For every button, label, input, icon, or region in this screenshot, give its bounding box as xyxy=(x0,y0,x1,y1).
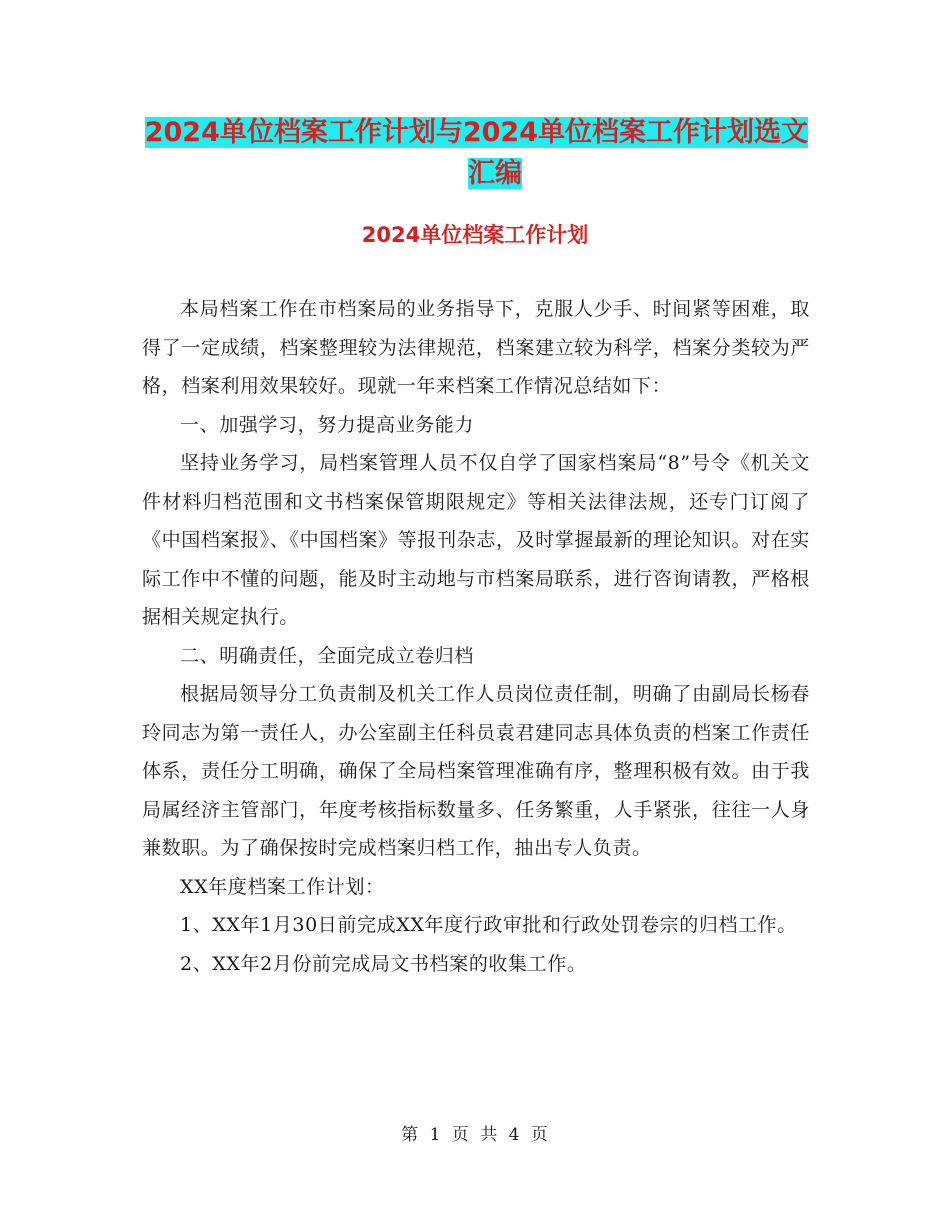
title-line-2: 汇编 xyxy=(468,158,522,189)
paragraph: XX年度档案工作计划： xyxy=(180,875,385,898)
total-unit: 页 xyxy=(530,1125,549,1145)
section-heading: 2024单位档案工作计划 xyxy=(361,223,589,247)
page-footer xyxy=(0,1120,950,1145)
document-title xyxy=(140,112,850,194)
paragraph-heading: 一、加强学习，努力提高业务能力 xyxy=(180,413,475,436)
paragraph: 坚持业务学习，局档案管理人员不仅自学了国家档案局“8”号令《机关文件材料归档范围和文书档案保管期限规定》等相关法律法规，还专门订阅了《中国档案报》、《中国档案》等报刊杂志，及时掌握最新的理论知识。对在实际工作中不懂的问题，能及时主动地与市档案局联系，进行咨询请教，严格根据相关规定执行。 xyxy=(142,452,810,628)
title-line-1: 2024单位档案工作计划与2024单位档案工作计划选文 xyxy=(144,117,808,148)
total-pages: 4 xyxy=(508,1125,521,1145)
list-item: 1、XX年1月30日前完成XX年度行政审批和行政处罚卷宗的归档工作。 xyxy=(180,914,797,936)
document-body xyxy=(142,290,810,983)
page-unit: 页 xyxy=(451,1125,470,1145)
paragraph: 根据局领导分工负责制及机关工作人员岗位责任制，明确了由副局长杨春玲同志为第一责任人，办公室副主任科员袁君建同志具体负责的档案工作责任体系，责任分工明确，确保了全局档案管理准确有序，整理积极有效。由于我局属经济主管部门，年度考核指标数量多、任务繁重，人手紧张，往往一人身兼数职。为了确保按时完成档案归档工作，抽出专人负责。 xyxy=(142,683,810,859)
list-item: 2、XX年2月份前完成局文书档案的收集工作。 xyxy=(180,952,587,975)
total-label: 共 xyxy=(480,1125,499,1145)
paragraph: 本局档案工作在市档案局的业务指导下，克服人少手、时间紧等困难，取得了一定成绩，档案整理较为法律规范，档案建立较为科学，档案分类较为严格，档案利用效果较好。现就一年来档案工作情况总结如下： xyxy=(142,298,810,397)
paragraph-heading: 二、明确责任，全面完成立卷归档 xyxy=(180,644,475,667)
page-label: 第 xyxy=(401,1125,420,1145)
page-number: 1 xyxy=(429,1125,442,1145)
